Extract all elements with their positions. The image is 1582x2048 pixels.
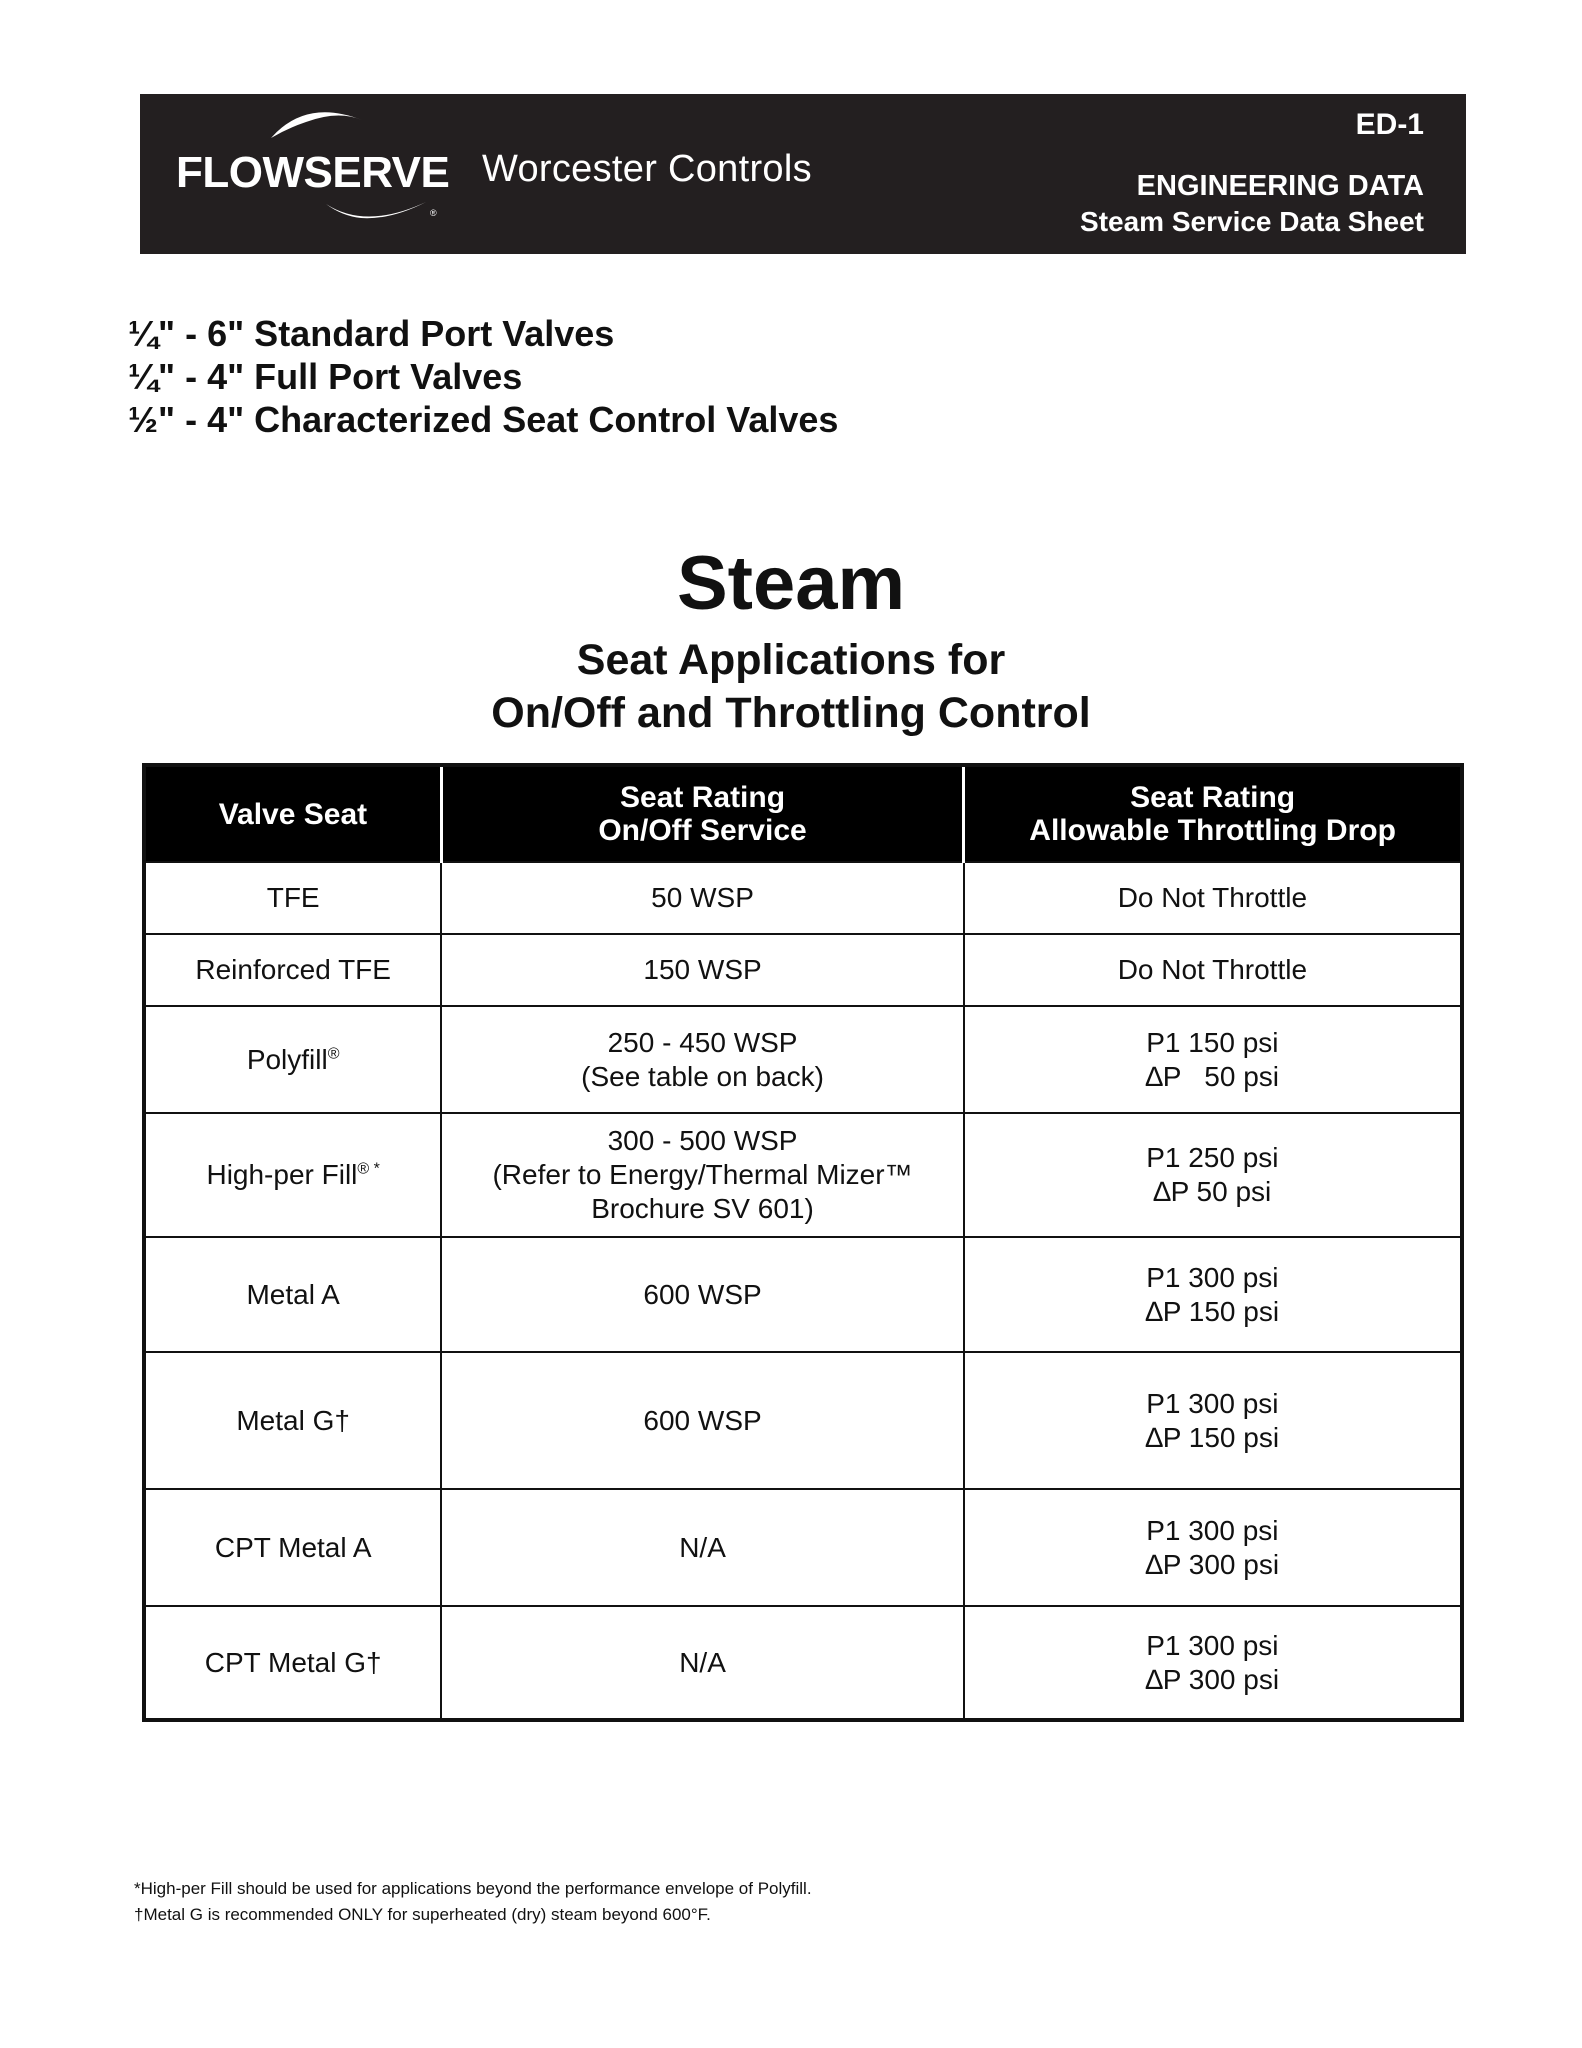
cell-throttling-drop [964, 862, 1462, 934]
header-valve-seat [144, 765, 441, 862]
seat-name: Reinforced TFE [195, 954, 391, 985]
cell-onoff-rating [441, 1489, 963, 1606]
throttle-line: P1 250 psi [1146, 1142, 1279, 1173]
throttle-line: P1 150 psi [1146, 1026, 1279, 1058]
brand-subtitle: Worcester Controls [482, 148, 812, 190]
onoff-line: 50 WSP [651, 882, 754, 913]
table-row [144, 1489, 1462, 1606]
throttle-line: ∆P 50 psi [1145, 1060, 1280, 1092]
cell-throttling-drop [964, 1113, 1462, 1237]
cell-valve-seat [144, 1606, 441, 1720]
cell-onoff-rating [441, 1352, 963, 1489]
header-line: On/Off Service [598, 814, 807, 847]
cell-valve-seat [144, 934, 441, 1006]
throttle-line: ∆P 50 psi [1153, 1176, 1272, 1207]
cell-valve-seat [144, 1489, 441, 1606]
svg-text:®: ® [430, 208, 437, 218]
cell-valve-seat [144, 1006, 441, 1113]
flowserve-logo [176, 104, 466, 244]
cell-valve-seat [144, 862, 441, 934]
cell-onoff-rating [441, 1006, 963, 1113]
header-banner [140, 94, 1466, 254]
throttle-line: Do Not Throttle [1117, 882, 1308, 913]
throttle-line: ∆P 150 psi [1145, 1295, 1280, 1327]
footnote-metal-g: †Metal G is recommended ONLY for superheated (dry) steam beyond 600°F. [134, 1905, 711, 1924]
cell-throttling-drop [964, 934, 1462, 1006]
seat-name: TFE [266, 882, 320, 913]
throttle-line: ∆P 150 psi [1145, 1421, 1280, 1453]
seat-rating-table [142, 763, 1464, 1722]
cell-throttling-drop [964, 1352, 1462, 1489]
onoff-line: N/A [679, 1531, 726, 1563]
cell-throttling-drop [964, 1606, 1462, 1720]
onoff-line: (See table on back) [581, 1060, 824, 1092]
page-title: Steam [676, 541, 906, 626]
throttle-line: ∆P 300 psi [1145, 1663, 1280, 1695]
footnote-high-per-fill: *High-per Fill should be used for applications beyond the performance envelope of Polyfill. [134, 1879, 812, 1898]
cell-throttling-drop [964, 1237, 1462, 1352]
table-row [144, 1352, 1462, 1489]
document-type: ENGINEERING DATA [1136, 170, 1424, 202]
header-line: Valve Seat [218, 797, 368, 831]
cell-onoff-rating [441, 1606, 963, 1720]
onoff-line: 300 - 500 WSP [607, 1125, 798, 1156]
throttle-line: P1 300 psi [1146, 1514, 1279, 1546]
throttle-line: Do Not Throttle [1117, 954, 1308, 985]
onoff-line: N/A [679, 1646, 726, 1678]
cell-throttling-drop [964, 1006, 1462, 1113]
throttle-line: ∆P 300 psi [1145, 1548, 1280, 1580]
header-line: Seat Rating [620, 781, 786, 814]
seat-name: Metal A [246, 1278, 340, 1310]
header-onoff-rating [441, 765, 963, 862]
throttle-line: P1 300 psi [1146, 1387, 1279, 1419]
seat-name: Metal G† [236, 1404, 350, 1436]
onoff-line: 150 WSP [643, 954, 762, 985]
table-row [144, 1113, 1462, 1237]
header-line: Seat Rating [1130, 781, 1296, 814]
valve-range-full-port: ¼" - 4" Full Port Valves [128, 356, 523, 397]
page-subtitle [0, 634, 1582, 740]
onoff-line: Brochure SV 601) [591, 1193, 814, 1224]
cell-onoff-rating [441, 1237, 963, 1352]
onoff-line: 600 WSP [643, 1278, 762, 1310]
valve-range-list [128, 312, 838, 441]
valve-range-characterized-seat: ½" - 4" Characterized Seat Control Valves [128, 399, 839, 440]
table-row [144, 1006, 1462, 1113]
footnotes [134, 1876, 812, 1928]
onoff-line: 250 - 450 WSP [607, 1026, 798, 1058]
table-row [144, 934, 1462, 1006]
cell-onoff-rating [441, 862, 963, 934]
table-row [144, 1237, 1462, 1352]
onoff-line: (Refer to Energy/Thermal Mizer™ [492, 1159, 913, 1190]
brand-wordmark: FLOWSERVE [176, 148, 450, 197]
throttle-line: P1 300 psi [1146, 1629, 1279, 1661]
seat-name: CPT Metal G† [204, 1646, 382, 1678]
seat-name: Polyfill [246, 1043, 328, 1075]
cell-valve-seat [144, 1113, 441, 1237]
cell-onoff-rating [441, 1113, 963, 1237]
seat-name: High-per Fill [206, 1159, 358, 1190]
cell-valve-seat [144, 1237, 441, 1352]
table-header-row [144, 765, 1462, 862]
subtitle-line: Seat Applications for [576, 636, 1006, 684]
registered-mark: ® * [357, 1160, 380, 1178]
cell-throttling-drop [964, 1489, 1462, 1606]
header-line: Allowable Throttling Drop [1029, 814, 1396, 847]
registered-mark: ® [327, 1045, 340, 1063]
throttle-line: P1 300 psi [1146, 1261, 1279, 1293]
seat-name: CPT Metal A [214, 1531, 372, 1563]
subtitle-line: On/Off and Throttling Control [491, 689, 1091, 737]
valve-range-standard-port: ¼" - 6" Standard Port Valves [128, 313, 615, 354]
cell-onoff-rating [441, 934, 963, 1006]
document-subtitle: Steam Service Data Sheet [1080, 206, 1424, 237]
table-row [144, 862, 1462, 934]
table-row [144, 1606, 1462, 1720]
document-code: ED-1 [1355, 108, 1424, 141]
onoff-line: 600 WSP [643, 1404, 762, 1436]
cell-valve-seat [144, 1352, 441, 1489]
header-throttling-rating [964, 765, 1462, 862]
